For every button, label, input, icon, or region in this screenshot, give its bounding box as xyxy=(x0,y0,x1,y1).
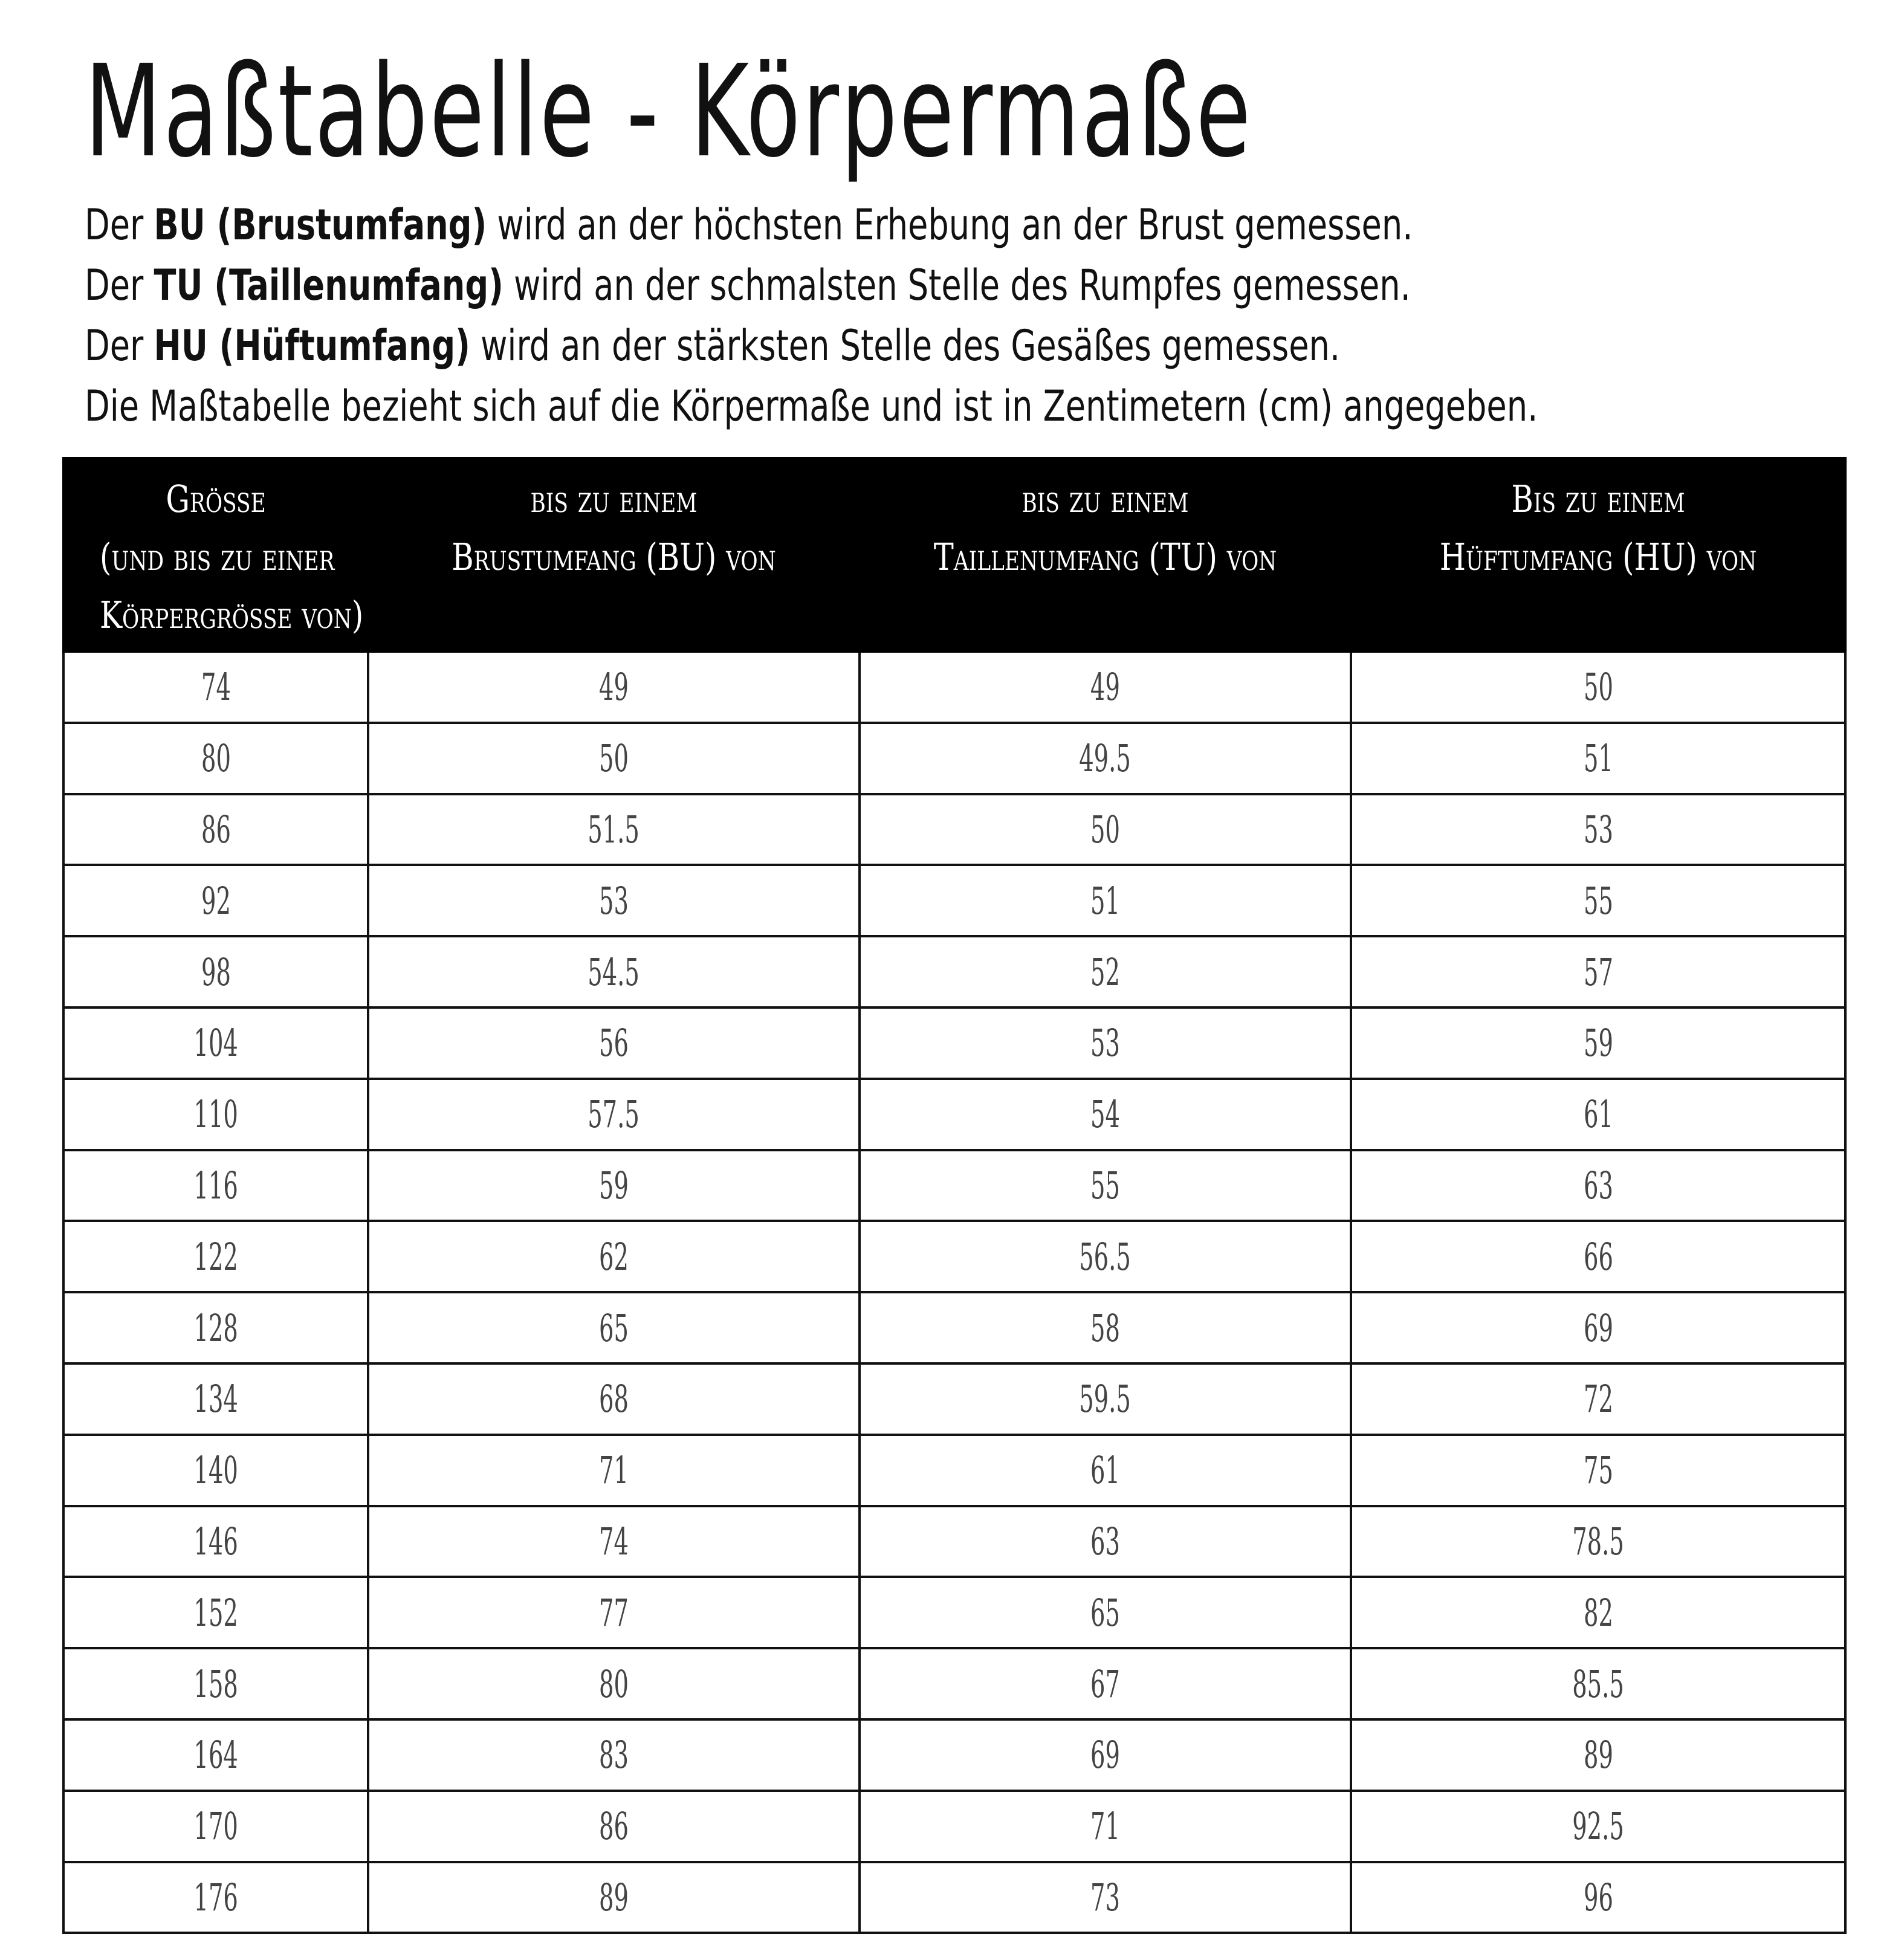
size-cell: 164 xyxy=(63,1719,368,1791)
table-row xyxy=(63,1150,1845,1221)
chest-cell: 68 xyxy=(368,1363,860,1435)
hip-cell: 96 xyxy=(1351,1862,1845,1933)
hip-cell: 85.5 xyxy=(1351,1648,1845,1719)
header-chest: bis zu einem Brustumfang (BU) von xyxy=(368,458,860,652)
chest-cell: 57.5 xyxy=(368,1079,860,1150)
chest-cell: 80 xyxy=(368,1648,860,1719)
hip-cell: 50 xyxy=(1351,652,1845,723)
hip-cell: 53 xyxy=(1351,794,1845,865)
size-cell: 170 xyxy=(63,1791,368,1862)
table-row xyxy=(63,1577,1845,1648)
table-row xyxy=(63,1363,1845,1435)
header-waist: bis zu einem Taillenumfang (TU) von xyxy=(860,458,1351,652)
hu-term: HU (Hüftumfang) xyxy=(154,321,470,370)
size-cell: 128 xyxy=(63,1292,368,1363)
chest-cell: 56 xyxy=(368,1007,860,1079)
waist-cell: 73 xyxy=(860,1862,1351,1933)
hip-cell: 63 xyxy=(1351,1150,1845,1221)
table-row xyxy=(63,1791,1845,1862)
size-cell: 158 xyxy=(63,1648,368,1719)
table-row xyxy=(63,865,1845,936)
table-row xyxy=(63,1221,1845,1292)
size-cell: 80 xyxy=(63,723,368,794)
chest-cell: 83 xyxy=(368,1719,860,1791)
waist-cell: 55 xyxy=(860,1150,1351,1221)
hip-cell: 82 xyxy=(1351,1577,1845,1648)
waist-cell: 52 xyxy=(860,936,1351,1007)
waist-cell: 61 xyxy=(860,1435,1351,1506)
chest-cell: 65 xyxy=(368,1292,860,1363)
bu-term: BU (Brustumfang) xyxy=(154,200,487,250)
size-cell: 110 xyxy=(63,1079,368,1150)
hip-cell: 57 xyxy=(1351,936,1845,1007)
hip-cell: 78.5 xyxy=(1351,1506,1845,1577)
chest-cell: 59 xyxy=(368,1150,860,1221)
table-row xyxy=(63,1292,1845,1363)
waist-cell: 49 xyxy=(860,652,1351,723)
intro-text xyxy=(85,195,1838,436)
size-cell: 92 xyxy=(63,865,368,936)
hip-cell: 89 xyxy=(1351,1719,1845,1791)
chest-cell: 74 xyxy=(368,1506,860,1577)
size-cell: 140 xyxy=(63,1435,368,1506)
chest-cell: 53 xyxy=(368,865,860,936)
table-row xyxy=(63,723,1845,794)
size-cell: 116 xyxy=(63,1150,368,1221)
table-row xyxy=(63,1007,1845,1079)
hip-cell: 55 xyxy=(1351,865,1845,936)
table-row xyxy=(63,652,1845,723)
waist-cell: 53 xyxy=(860,1007,1351,1079)
table-row xyxy=(63,794,1845,865)
chest-cell: 51.5 xyxy=(368,794,860,865)
chest-cell: 54.5 xyxy=(368,936,860,1007)
chest-cell: 89 xyxy=(368,1862,860,1933)
table-row xyxy=(63,1719,1845,1791)
waist-cell: 51 xyxy=(860,865,1351,936)
table-row xyxy=(63,1079,1845,1150)
hip-cell: 75 xyxy=(1351,1435,1845,1506)
hip-cell: 61 xyxy=(1351,1079,1845,1150)
size-cell: 146 xyxy=(63,1506,368,1577)
header-size: Größe (und bis zu einer Körpergröße von) xyxy=(63,458,368,652)
chest-cell: 71 xyxy=(368,1435,860,1506)
waist-cell: 63 xyxy=(860,1506,1351,1577)
intro-line-bu: Der BU (Brustumfang) wird an der höchsten Erhebung an der Brust gemessen. xyxy=(85,200,1413,250)
table-row xyxy=(63,1648,1845,1719)
hip-cell: 72 xyxy=(1351,1363,1845,1435)
size-cell: 134 xyxy=(63,1363,368,1435)
hip-cell: 59 xyxy=(1351,1007,1845,1079)
size-table-header xyxy=(63,458,1845,652)
tu-term: TU (Taillenumfang) xyxy=(154,260,504,310)
table-row xyxy=(63,1435,1845,1506)
hip-cell: 51 xyxy=(1351,723,1845,794)
chest-cell: 86 xyxy=(368,1791,860,1862)
waist-cell: 65 xyxy=(860,1577,1351,1648)
size-cell: 74 xyxy=(63,652,368,723)
intro-line-units: Die Maßtabelle bezieht sich auf die Körpermaße und ist in Zentimetern (cm) angegeben. xyxy=(85,381,1538,431)
chest-cell: 49 xyxy=(368,652,860,723)
intro-line-hu: Der HU (Hüftumfang) wird an der stärksten Stelle des Gesäßes gemessen. xyxy=(85,321,1341,370)
hip-cell: 66 xyxy=(1351,1221,1845,1292)
size-table-body xyxy=(63,652,1845,1933)
waist-cell: 71 xyxy=(860,1791,1351,1862)
waist-cell: 50 xyxy=(860,794,1351,865)
size-cell: 152 xyxy=(63,1577,368,1648)
size-cell: 176 xyxy=(63,1862,368,1933)
waist-cell: 56.5 xyxy=(860,1221,1351,1292)
size-cell: 86 xyxy=(63,794,368,865)
size-cell: 104 xyxy=(63,1007,368,1079)
hip-cell: 92.5 xyxy=(1351,1791,1845,1862)
waist-cell: 58 xyxy=(860,1292,1351,1363)
waist-cell: 59.5 xyxy=(860,1363,1351,1435)
size-cell: 122 xyxy=(63,1221,368,1292)
chest-cell: 50 xyxy=(368,723,860,794)
waist-cell: 54 xyxy=(860,1079,1351,1150)
hip-cell: 69 xyxy=(1351,1292,1845,1363)
waist-cell: 67 xyxy=(860,1648,1351,1719)
waist-cell: 69 xyxy=(860,1719,1351,1791)
table-row xyxy=(63,1506,1845,1577)
chest-cell: 62 xyxy=(368,1221,860,1292)
table-row xyxy=(63,1862,1845,1933)
size-table xyxy=(62,457,1847,1934)
table-row xyxy=(63,936,1845,1007)
page-title: Maßtabelle - Körpermaße xyxy=(85,37,1253,186)
waist-cell: 49.5 xyxy=(860,723,1351,794)
intro-line-tu: Der TU (Taillenumfang) wird an der schmalsten Stelle des Rumpfes gemessen. xyxy=(85,260,1411,310)
header-hip: Bis zu einem Hüftumfang (HU) von xyxy=(1351,458,1845,652)
chest-cell: 77 xyxy=(368,1577,860,1648)
size-cell: 98 xyxy=(63,936,368,1007)
